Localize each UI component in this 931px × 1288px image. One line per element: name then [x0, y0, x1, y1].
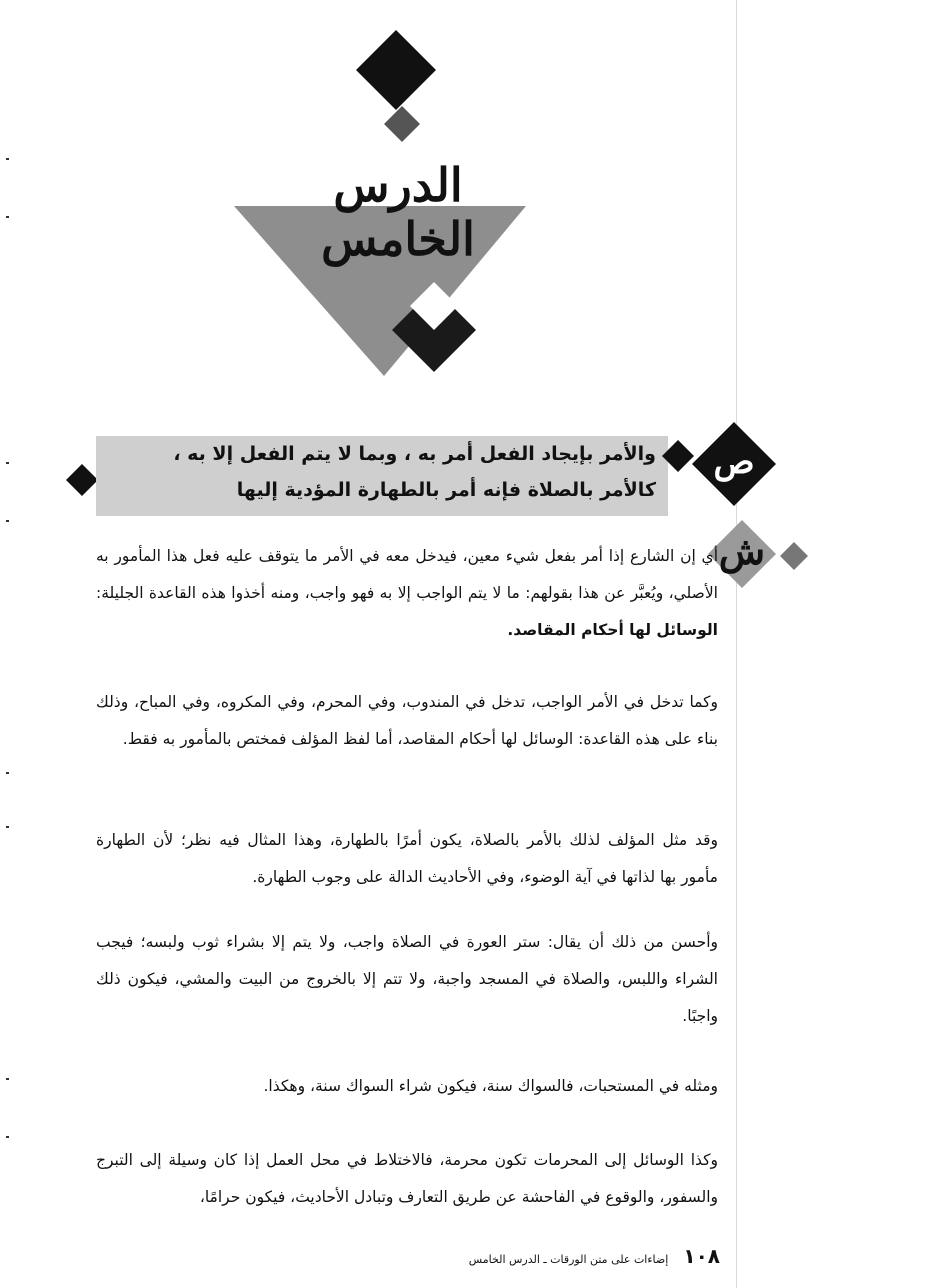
scan-mark: [6, 462, 9, 464]
page-gutter-rule: [736, 0, 737, 1288]
matn-line: والأمر بإيجاد الفعل أمر به ، وبما لا يتم الفعل إلا به ،: [173, 443, 656, 465]
sharh-paragraph: ومثله في المستحبات، فالسواك سنة، فيكون شراء السواك سنة، وهكذا.: [263, 1077, 718, 1095]
sharh-badge-letter: ش: [718, 528, 766, 573]
scan-mark: [6, 520, 9, 522]
page-number: ١٠٨: [683, 1244, 720, 1268]
matn-text: [106, 436, 656, 516]
sharh-paragraph: وكما تدخل في الأمر الواجب، تدخل في المندوب، وفي المحرم، وفي المكروه، وفي المباح، وذلك بناء على هذه القاعدة: الوسائل لها أحكام المقاصد، أما لفظ المؤلف فمختص بالمأمور به فقط.: [96, 693, 718, 748]
sharh-paragraph: وقد مثل المؤلف لذلك بالأمر بالصلاة، يكون أمرًا بالطهارة، وهذا المثال فيه نظر؛ لأن الطهارة مأمور بها لذاتها في آية الوضوء، وفي الأحاديث الدالة على وجوب الطهارة.: [96, 831, 718, 886]
scan-mark: [6, 158, 9, 160]
page-footer: [430, 1244, 720, 1274]
small-diamond-icon: [384, 106, 420, 142]
running-head: إضاءات على متن الورقات ـ الدرس الخامس: [468, 1253, 669, 1266]
sharh-paragraph: وأحسن من ذلك أن يقال: ستر العورة في الصلاة واجب، ولا يتم إلا بشراء ثوب ولبسه؛ فيجب الشراء واللبس، والصلاة في المسجد واجبة، ولا تتم إلا بالخروج من البيت والمشي، فيكون ذلك واجبًا.: [96, 933, 718, 1025]
rule-statement: الوسائل لها أحكام المقاصد.: [507, 621, 718, 639]
scan-mark: [6, 216, 9, 218]
top-diamond-icon: [356, 30, 436, 110]
matn-left-diamond-icon: [64, 462, 100, 498]
matn-line: كالأمر بالصلاة فإنه أمر بالطهارة المؤدية إليها: [236, 479, 656, 501]
lesson-title: الدرس الخامس: [321, 158, 475, 266]
scan-mark: [6, 772, 9, 774]
scan-mark: [6, 826, 9, 828]
sharh-paragraph: وكذا الوسائل إلى المحرمات تكون محرمة، فالاختلاط في محل العمل إذا كان وسيلة إلى التبرج والسفور، والوقوع في الفاحشة عن طريق التعارف وتبادل الأحاديث، فيكون حرامًا،: [96, 1151, 718, 1206]
sharh-paragraph: [96, 538, 718, 649]
scan-mark: [6, 1136, 9, 1138]
scan-mark: [6, 1078, 9, 1080]
paragraph-text: أي إن الشارع إذا أمر بفعل شيء معين، فيدخل معه في الأمر ما يتوقف عليه فعل هذا المأمور به الأصلي، ويُعبَّر عن هذا بقولهم: ما لا يتم الواجب إلا به فهو واجب، ومنه أخذوا هذه القاعدة الجليلة:: [96, 547, 718, 602]
matn-badge-letter: ص: [713, 442, 755, 482]
